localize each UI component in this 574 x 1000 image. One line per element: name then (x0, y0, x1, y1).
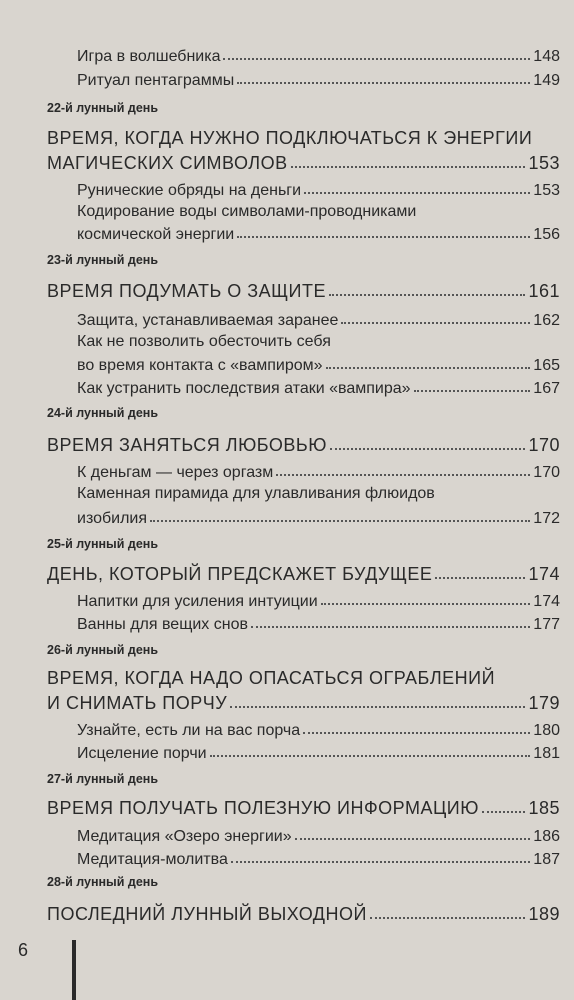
lunar-day-heading: 22-й лунный день (47, 101, 159, 115)
dot-leader (251, 626, 530, 628)
lunar-day-heading: 25-й лунный день (47, 537, 159, 551)
entry-page: 172 (533, 510, 560, 527)
toc-entry (77, 378, 560, 398)
toc-entry (77, 46, 560, 66)
dot-leader (210, 755, 531, 757)
entry-title: Медитация-молитва (77, 851, 228, 868)
dot-leader (330, 448, 526, 450)
entry-page: 185 (528, 798, 560, 818)
page-number: 6 (18, 940, 29, 960)
dot-leader (150, 520, 530, 522)
dot-leader (223, 58, 530, 60)
entry-page: 187 (533, 851, 560, 868)
entry-title: МАГИЧЕСКИХ СИМВОЛОВ (47, 153, 288, 173)
entry-title: К деньгам — через оргазм (77, 464, 274, 481)
margin-rule (72, 940, 76, 1000)
entry-page: 153 (533, 182, 560, 199)
lunar-day-heading: 24-й лунный день (47, 406, 159, 420)
dot-leader (482, 811, 526, 813)
toc-entry (77, 462, 560, 482)
toc-entry (77, 180, 560, 200)
lunar-day-heading: 28-й лунный день (47, 875, 159, 889)
entry-page: 177 (533, 616, 560, 633)
entry-title: ВРЕМЯ ПОДУМАТЬ О ЗАЩИТЕ (47, 281, 326, 301)
entry-title: Рунические обряды на деньги (77, 182, 302, 199)
dot-leader (230, 706, 525, 708)
toc-entry (77, 614, 560, 634)
toc-entry (77, 508, 560, 528)
entry-page: 165 (533, 357, 560, 374)
toc-chapter (47, 152, 560, 174)
entry-title: Напитки для усиления интуиции (77, 593, 318, 610)
entry-page: 161 (528, 281, 560, 301)
dot-leader (326, 367, 531, 369)
dot-leader (435, 577, 525, 579)
dot-leader (321, 603, 531, 605)
entry-title: Как устранить последствия атаки «вампира» (77, 380, 411, 397)
entry-title-line: Каменная пирамида для улавливания флюидов (77, 485, 435, 502)
entry-page: 153 (528, 153, 560, 173)
toc-entry (77, 310, 560, 330)
dot-leader (304, 192, 530, 194)
toc-chapter (47, 692, 560, 714)
entry-title: Узнайте, есть ли на вас порча (77, 722, 301, 739)
entry-page: 174 (533, 593, 560, 610)
entry-title: изобилия (77, 510, 148, 527)
entry-title: Исцеление порчи (77, 745, 207, 762)
entry-page: 156 (533, 226, 560, 243)
lunar-day-heading: 27-й лунный день (47, 772, 159, 786)
toc-chapter (47, 903, 560, 925)
toc-entry (77, 720, 560, 740)
dot-leader (237, 236, 530, 238)
entry-title: Ванны для вещих снов (77, 616, 248, 633)
entry-title: ДЕНЬ, КОТОРЫЙ ПРЕДСКАЖЕТ БУДУЩЕЕ (47, 564, 433, 584)
dot-leader (414, 390, 531, 392)
entry-title: ВРЕМЯ ЗАНЯТЬСЯ ЛЮБОВЬЮ (47, 435, 327, 455)
entry-title: во время контакта с «вампиром» (77, 357, 323, 374)
entry-title: Защита, устанавливаемая заранее (77, 312, 339, 329)
dot-leader (370, 917, 526, 919)
lunar-day-heading: 26-й лунный день (47, 643, 159, 657)
dot-leader (231, 861, 530, 863)
entry-page: 170 (528, 435, 560, 455)
dot-leader (291, 166, 526, 168)
dot-leader (237, 82, 530, 84)
lunar-day-heading: 23-й лунный день (47, 253, 159, 267)
entry-page: 180 (533, 722, 560, 739)
entry-page: 167 (533, 380, 560, 397)
toc-entry (77, 743, 560, 763)
toc-chapter (47, 563, 560, 585)
toc-chapter (47, 434, 560, 456)
entry-page: 174 (528, 564, 560, 584)
entry-title: ВРЕМЯ ПОЛУЧАТЬ ПОЛЕЗНУЮ ИНФОРМАЦИЮ (47, 798, 479, 818)
dot-leader (276, 474, 530, 476)
toc-chapter (47, 280, 560, 302)
dot-leader (303, 732, 530, 734)
entry-title: ПОСЛЕДНИЙ ЛУННЫЙ ВЫХОДНОЙ (47, 904, 367, 924)
dot-leader (341, 322, 530, 324)
entry-title: Игра в волшебника (77, 48, 221, 65)
entry-title: Ритуал пентаграммы (77, 72, 235, 89)
toc-entry (77, 70, 560, 90)
entry-page: 179 (528, 693, 560, 713)
entry-title: Медитация «Озеро энергии» (77, 828, 292, 845)
chapter-title-line: ВРЕМЯ, КОГДА НУЖНО ПОДКЛЮЧАТЬСЯ К ЭНЕРГИИ (47, 128, 533, 148)
toc-entry (77, 355, 560, 375)
toc-chapter (47, 797, 560, 819)
entry-page: 189 (528, 904, 560, 924)
toc-entry (77, 591, 560, 611)
toc-entry (77, 826, 560, 846)
entry-title: И СНИМАТЬ ПОРЧУ (47, 693, 228, 713)
entry-page: 181 (533, 745, 560, 762)
chapter-title-line: ВРЕМЯ, КОГДА НАДО ОПАСАТЬСЯ ОГРАБЛЕНИЙ (47, 668, 496, 688)
entry-page: 162 (533, 312, 560, 329)
entry-page: 186 (533, 828, 560, 845)
entry-page: 170 (533, 464, 560, 481)
entry-page: 149 (533, 72, 560, 89)
entry-page: 148 (533, 48, 560, 65)
entry-title-line: Как не позволить обесточить себя (77, 333, 331, 350)
dot-leader (329, 294, 525, 296)
toc-entry (77, 849, 560, 869)
entry-title-line: Кодирование воды символами-проводниками (77, 203, 417, 220)
dot-leader (295, 838, 531, 840)
entry-title: космической энергии (77, 226, 235, 243)
toc-entry (77, 224, 560, 244)
